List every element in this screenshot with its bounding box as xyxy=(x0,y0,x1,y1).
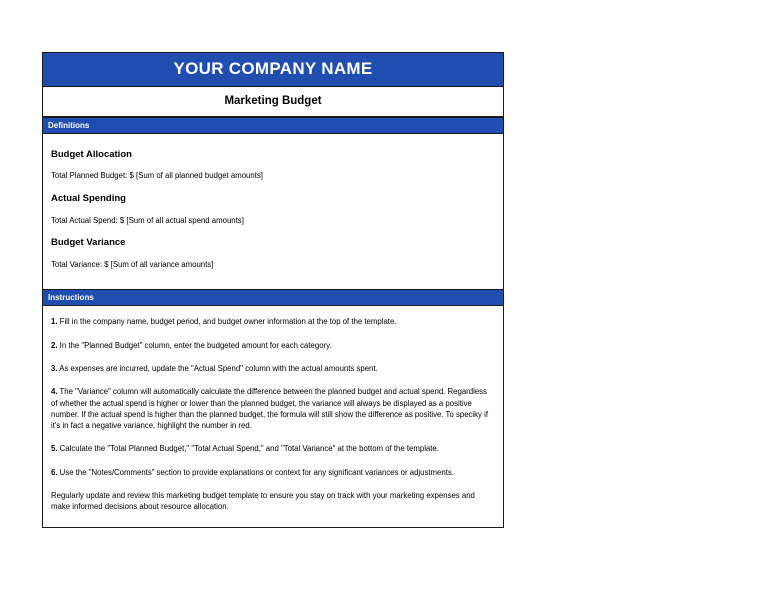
instruction-step-1 xyxy=(51,316,493,327)
section-header-definitions: Definitions xyxy=(43,117,503,134)
budget-template-sheet xyxy=(42,52,504,528)
instruction-step-3-number: 3. xyxy=(51,363,58,373)
instruction-step-4 xyxy=(51,386,493,431)
definition-line-total-variance: Total Variance: $ [Sum of all variance amounts] xyxy=(51,259,214,269)
instruction-step-6-text: Use the "Notes/Comments" section to provide explanations or context for any significant variances or adjustments. xyxy=(57,467,454,477)
instructions-body xyxy=(43,306,503,526)
instruction-step-5-text: Calculate the "Total Planned Budget," "Total Actual Spend," and "Total Variance" at the bottom of the template. xyxy=(57,444,439,454)
definition-line-total-actual-spend: Total Actual Spend: $ [Sum of all actual spend amounts] xyxy=(51,215,244,225)
definition-line-total-planned-budget: Total Planned Budget: $ [Sum of all planned budget amounts] xyxy=(51,171,263,181)
instruction-step-2 xyxy=(51,340,493,351)
definition-heading-budget-allocation: Budget Allocation xyxy=(51,149,132,160)
instruction-step-2-text: In the "Planned Budget" column, enter the budgeted amount for each category. xyxy=(57,340,332,350)
instruction-step-4-number: 4. xyxy=(51,387,58,397)
instruction-step-1-number: 1. xyxy=(51,317,58,327)
instruction-step-6-number: 6. xyxy=(51,467,58,477)
instruction-step-1-text: Fill in the company name, budget period, and budget owner information at the top of the template. xyxy=(57,317,397,327)
instructions-closing-note: Regularly update and review this marketing budget template to ensure you stay on track with your marketing expenses and make informed decisions about resource allocation. xyxy=(51,491,475,512)
section-header-instructions: Instructions xyxy=(43,289,503,306)
definition-heading-actual-spending: Actual Spending xyxy=(51,193,126,205)
instruction-step-5 xyxy=(51,443,493,454)
instruction-step-2-number: 2. xyxy=(51,340,58,350)
instruction-step-4-text: The "Variance" column will automatically calculate the difference between the planned budget and actual spend. Regardless of whether the actual spend is higher or lower than the planned budget, the variance will always be displayed as a positive number. If the actual spend is higher than the planned budget, the formula will still show the difference as positive. To speciky if it's in fact a negative variance, highlight the number in red. xyxy=(51,387,489,431)
definitions-body xyxy=(43,134,503,289)
page-subtitle: Marketing Budget xyxy=(43,87,503,117)
instruction-step-6 xyxy=(51,467,493,478)
page-title: YOUR COMPANY NAME xyxy=(43,53,503,87)
definition-heading-budget-variance: Budget Variance xyxy=(51,237,126,249)
instruction-step-3 xyxy=(51,363,493,374)
instruction-step-3-text: As expenses are incurred, update the "Actual Spend" column with the actual amounts spent. xyxy=(57,363,378,373)
instruction-step-5-number: 5. xyxy=(51,444,58,454)
